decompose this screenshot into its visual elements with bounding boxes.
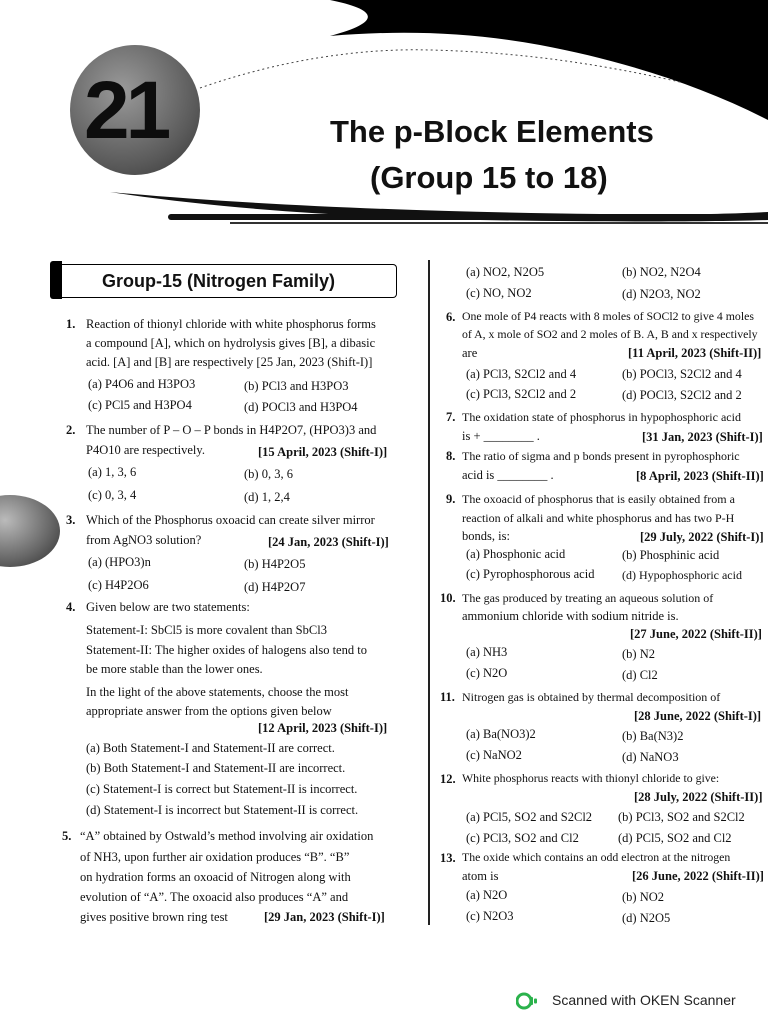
option-d: (d) N2O5 bbox=[622, 911, 671, 925]
question-source: [11 April, 2023 (Shift-II)] bbox=[628, 346, 762, 360]
question-text: P4O10 are respectively. bbox=[86, 443, 205, 457]
question-source: [8 April, 2023 (Shift-II)] bbox=[636, 469, 764, 483]
oken-scanner-logo-icon bbox=[516, 992, 538, 1010]
option-c: (c) PCl3, SO2 and Cl2 bbox=[466, 831, 579, 845]
question-source: [28 June, 2022 (Shift-I)] bbox=[634, 709, 762, 723]
section-title: Group-15 (Nitrogen Family) bbox=[102, 271, 336, 291]
question-text: are bbox=[462, 346, 478, 360]
option-d: (d) NaNO3 bbox=[622, 750, 679, 764]
option-c: (c) NO, NO2 bbox=[466, 286, 532, 300]
question-text: The oxoacid of phosphorus that is easily obtained from a bbox=[462, 492, 735, 506]
question-text: reaction of alkali and white phosphorus and has two P-H bbox=[462, 511, 735, 525]
column-divider bbox=[428, 260, 430, 925]
question-number: 13. bbox=[440, 851, 456, 865]
option-a: (a) (HPO3)n bbox=[88, 555, 151, 569]
option-a: (a) NH3 bbox=[466, 645, 508, 659]
question-source: [12 April, 2023 (Shift-I)] bbox=[258, 721, 388, 735]
statement-2: be more stable than the lower ones. bbox=[86, 662, 263, 676]
option-b: (b) POCl3, S2Cl2 and 4 bbox=[622, 367, 742, 381]
option-d: (d) H4P2O7 bbox=[244, 580, 306, 594]
question-number: 8. bbox=[446, 449, 456, 463]
option-c: (c) PCl5 and H3PO4 bbox=[88, 398, 192, 412]
option-d: (d) POCl3, S2Cl2 and 2 bbox=[622, 388, 742, 402]
option-d: (d) Hypophosphoric acid bbox=[622, 568, 742, 582]
question-text: The ratio of sigma and p bonds present in pyrophosphoric bbox=[462, 449, 740, 463]
title-rule bbox=[168, 214, 768, 220]
option-b: (b) N2 bbox=[622, 647, 655, 661]
option-b: (b) NO2, N2O4 bbox=[622, 265, 701, 279]
question-text: ammonium chloride with sodium nitride is. bbox=[462, 609, 679, 623]
option-b: (b) Both Statement-I and Statement-II are incorrect. bbox=[86, 761, 346, 775]
question-number: 6. bbox=[446, 310, 456, 324]
option-c: (c) N2O3 bbox=[466, 909, 514, 923]
question-text: of NH3, upon further air oxidation produces “B”. “B” bbox=[80, 850, 350, 864]
question-source: [29 Jan, 2023 (Shift-I)] bbox=[264, 910, 385, 924]
statement-2: Statement-II: The higher oxides of halogens also tend to bbox=[86, 643, 367, 657]
question-number: 7. bbox=[446, 410, 456, 424]
question-source: [15 April, 2023 (Shift-I)] bbox=[258, 445, 388, 459]
option-b: (b) PCl3, SO2 and S2Cl2 bbox=[618, 810, 745, 824]
option-a: (a) PCl3, S2Cl2 and 4 bbox=[466, 367, 577, 381]
statement-1: Statement-I: SbCl5 is more covalent than SbCl3 bbox=[86, 623, 327, 637]
question-source: [28 July, 2022 (Shift-II)] bbox=[634, 790, 763, 804]
question-text: The oxidation state of phosphorus in hypophosphoric acid bbox=[462, 410, 741, 424]
question-text: gives positive brown ring test bbox=[80, 910, 228, 924]
title-rule-thin bbox=[230, 222, 768, 224]
question-text: is + ________ . bbox=[462, 429, 540, 443]
option-a: (a) P4O6 and H3PO3 bbox=[88, 377, 196, 391]
question-number: 5. bbox=[62, 829, 72, 843]
scanner-watermark: Scanned with OKEN Scanner bbox=[552, 992, 736, 1008]
question-source: [27 June, 2022 (Shift-II)] bbox=[630, 627, 762, 641]
question-text: from AgNO3 solution? bbox=[86, 533, 202, 547]
question-source: [31 Jan, 2023 (Shift-I)] bbox=[642, 430, 763, 444]
option-a: (a) Ba(NO3)2 bbox=[466, 727, 536, 741]
option-a: (a) N2O bbox=[466, 888, 508, 902]
question-number: 1. bbox=[66, 317, 76, 331]
option-a: (a) NO2, N2O5 bbox=[466, 265, 545, 279]
option-d: (d) Cl2 bbox=[622, 668, 658, 682]
question-number: 2. bbox=[66, 423, 76, 437]
question-number: 4. bbox=[66, 600, 76, 614]
question-text: The oxide which contains an odd electron at the nitrogen bbox=[462, 850, 731, 864]
question-text: Given below are two statements: bbox=[86, 600, 250, 614]
question-text: Reaction of thionyl chloride with white phosphorus forms bbox=[86, 317, 376, 331]
option-a: (a) 1, 3, 6 bbox=[88, 465, 137, 479]
question-text: The gas produced by treating an aqueous solution of bbox=[462, 591, 714, 605]
option-c: (c) Statement-I is correct but Statement-II is incorrect. bbox=[86, 782, 358, 796]
question-text: Which of the Phosphorus oxoacid can create silver mirror bbox=[86, 513, 375, 527]
option-c: (c) H4P2O6 bbox=[88, 578, 149, 592]
question-text: Nitrogen gas is obtained by thermal decomposition of bbox=[462, 690, 721, 704]
question-text: a compound [A], which on hydrolysis gives [B], a dibasic bbox=[86, 336, 376, 350]
question-text: of A, x mole of SO2 and 2 moles of B. A, B and x respectively bbox=[462, 327, 758, 341]
option-c: (c) 0, 3, 4 bbox=[88, 488, 137, 502]
question-text: acid is ________ . bbox=[462, 468, 554, 482]
question-text: In the light of the above statements, choose the most bbox=[86, 685, 349, 699]
finger-shadow-blob bbox=[0, 495, 60, 567]
option-d: (d) N2O3, NO2 bbox=[622, 287, 701, 301]
question-number: 12. bbox=[440, 772, 456, 786]
question-source: [26 June, 2022 (Shift-II)] bbox=[632, 869, 764, 883]
question-number: 10. bbox=[440, 591, 456, 605]
question-text: The number of P – O – P bonds in H4P2O7, (HPO3)3 and bbox=[86, 423, 377, 437]
question-text: bonds, is: bbox=[462, 529, 510, 543]
question-text: “A” obtained by Ostwald’s method involving air oxidation bbox=[80, 829, 374, 843]
option-c: (c) NaNO2 bbox=[466, 748, 522, 762]
option-d: (d) POCl3 and H3PO4 bbox=[244, 400, 358, 414]
question-number: 3. bbox=[66, 513, 76, 527]
option-a: (a) PCl5, SO2 and S2Cl2 bbox=[466, 810, 593, 824]
option-c: (c) Pyrophosphorous acid bbox=[466, 567, 595, 581]
option-a: (a) Both Statement-I and Statement-II are correct. bbox=[86, 741, 335, 755]
option-d: (d) PCl5, SO2 and Cl2 bbox=[618, 831, 732, 845]
question-text: acid. [A] and [B] are respectively [25 Jan, 2023 (Shift-I)] bbox=[86, 355, 373, 369]
question-text: atom is bbox=[462, 869, 499, 883]
chapter-title-line1: The p-Block Elements bbox=[330, 114, 654, 149]
option-c: (c) PCl3, S2Cl2 and 2 bbox=[466, 387, 577, 401]
option-b: (b) 0, 3, 6 bbox=[244, 467, 293, 481]
question-text: White phosphorus reacts with thionyl chloride to give: bbox=[462, 771, 720, 785]
question-source: [29 July, 2022 (Shift-I)] bbox=[640, 530, 764, 544]
question-number: 9. bbox=[446, 492, 456, 506]
option-b: (b) H4P2O5 bbox=[244, 557, 306, 571]
option-d: (d) 1, 2,4 bbox=[244, 490, 290, 504]
question-text: appropriate answer from the options given below bbox=[86, 704, 332, 718]
question-text: evolution of “A”. The oxoacid also produces “A” and bbox=[80, 890, 349, 904]
question-text: One mole of P4 reacts with 8 moles of SOCl2 to give 4 moles bbox=[462, 309, 754, 323]
option-b: (b) PCl3 and H3PO3 bbox=[244, 379, 349, 393]
question-source: [24 Jan, 2023 (Shift-I)] bbox=[268, 535, 389, 549]
question-text: on hydration forms an oxoacid of Nitrogen along with bbox=[80, 870, 351, 884]
chapter-title-line2: (Group 15 to 18) bbox=[370, 160, 608, 195]
option-b: (b) Ba(N3)2 bbox=[622, 729, 684, 743]
chapter-number: 21 bbox=[84, 65, 168, 156]
question-number: 11. bbox=[440, 690, 455, 704]
option-b: (b) Phosphinic acid bbox=[622, 548, 720, 562]
option-c: (c) N2O bbox=[466, 666, 508, 680]
option-d: (d) Statement-I is incorrect but Statement-II is correct. bbox=[86, 803, 359, 817]
option-b: (b) NO2 bbox=[622, 890, 665, 904]
option-a: (a) Phosphonic acid bbox=[466, 547, 566, 561]
